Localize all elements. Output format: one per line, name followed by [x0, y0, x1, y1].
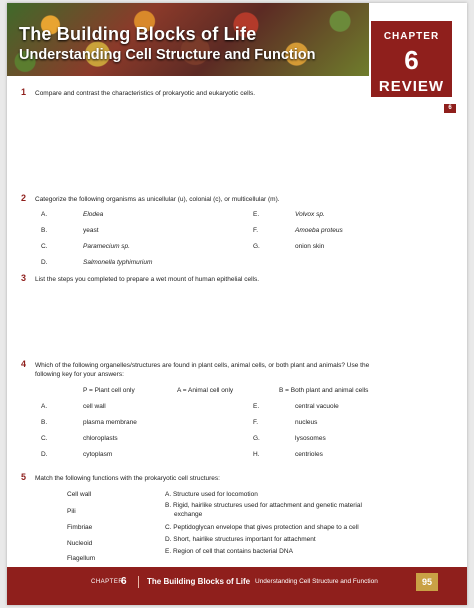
- q2-item-letter: E.: [253, 211, 260, 218]
- q1-text: Compare and contrast the characteristics of prokaryotic and eukaryotic cells.: [35, 90, 256, 97]
- q4-item-letter: H.: [253, 451, 260, 458]
- q2-item-name: yeast: [83, 227, 99, 234]
- q5-structure: Flagellum: [67, 555, 96, 562]
- q4-item-letter: E.: [253, 403, 260, 410]
- q4-key-plant: P = Plant cell only: [83, 387, 135, 394]
- q5-function: B. Rigid, hairlike structures used for attachment and genetic material: [165, 502, 362, 509]
- q4-text-line1: Which of the following organelles/structures are found in plant cells, animal cells, or both plant and animals? Use the: [35, 362, 370, 369]
- q4-item-name: nucleus: [295, 419, 318, 426]
- q4-item-name: centrioles: [295, 451, 323, 458]
- q5-structure: Pili: [67, 508, 76, 515]
- q5-function: C. Peptidoglycan envelope that gives protection and shape to a cell: [165, 524, 359, 531]
- q2-item-name: Paramecium sp.: [83, 243, 130, 250]
- page-footer: [7, 567, 467, 605]
- q4-item-name: cytoplasm: [83, 451, 113, 458]
- q4-item-letter: D.: [41, 451, 48, 458]
- review-label: REVIEW: [378, 78, 445, 95]
- q2-item-name: Elodea: [83, 211, 104, 218]
- q4-item-name: plasma membrane: [83, 419, 137, 426]
- q5-structure: Cell wall: [67, 491, 92, 498]
- footer-chapter-label: CHAPTER: [91, 579, 124, 585]
- chapter-label: CHAPTER: [383, 31, 440, 42]
- q2-text: Categorize the following organisms as unicellular (u), colonial (c), or multicellular (m).: [35, 196, 280, 203]
- q2-item-letter: C.: [41, 243, 48, 250]
- q2-item-letter: D.: [41, 259, 48, 266]
- footer-subtitle: Understanding Cell Structure and Function: [255, 578, 378, 585]
- q2-item-letter: B.: [41, 227, 48, 234]
- q2-item-name: Volvox sp.: [295, 211, 325, 218]
- chapter-number: 6: [404, 45, 419, 75]
- page-number: 95: [416, 573, 438, 591]
- q4-text-line2: following key for your answers:: [35, 371, 124, 378]
- q4-item-name: cell wall: [83, 403, 106, 410]
- footer-title: The Building Blocks of Life: [147, 577, 251, 586]
- q3-number: 3: [21, 273, 27, 283]
- header-banner: [7, 3, 369, 76]
- footer-chapter-number: 6: [121, 576, 127, 587]
- q5-structure: Nucleoid: [67, 540, 93, 547]
- q5-function: D. Short, hairlike structures important for attachment: [165, 536, 316, 543]
- q2-number: 2: [21, 193, 27, 203]
- q5-number: 5: [21, 472, 27, 482]
- side-tab: 6: [444, 104, 456, 113]
- q2-item-letter: G.: [253, 243, 260, 250]
- q4-item-name: chloroplasts: [83, 435, 118, 442]
- q2-item-letter: F.: [253, 227, 259, 234]
- q4-item-name: central vacuole: [295, 403, 339, 410]
- worksheet-page: [7, 3, 467, 605]
- q4-item-letter: C.: [41, 435, 48, 442]
- chapter-badge: [371, 21, 452, 97]
- q2-item-name: onion skin: [295, 243, 325, 250]
- page-subtitle: Understanding Cell Structure and Function: [19, 47, 316, 63]
- q4-number: 4: [21, 359, 27, 369]
- q5-function: A. Structure used for locomotion: [165, 491, 258, 498]
- page-title: The Building Blocks of Life: [19, 24, 257, 44]
- q4-item-letter: B.: [41, 419, 48, 426]
- q5-function: exchange: [174, 511, 203, 518]
- q2-item-name: Amoeba proteus: [295, 227, 343, 234]
- q3-text: List the steps you completed to prepare a wet mount of human epithelial cells.: [35, 276, 260, 283]
- q5-text: Match the following functions with the prokaryotic cell structures:: [35, 475, 220, 482]
- q4-item-letter: F.: [253, 419, 259, 426]
- q4-item-letter: A.: [41, 403, 48, 410]
- q4-key-animal: A = Animal cell only: [177, 387, 234, 394]
- footer-divider: [138, 576, 139, 588]
- q5-structure: Fimbriae: [67, 524, 93, 531]
- q5-function: E. Region of cell that contains bacterial DNA: [165, 548, 293, 555]
- q2-item-letter: A.: [41, 211, 48, 218]
- q4-item-letter: G.: [253, 435, 260, 442]
- q4-item-name: lysosomes: [295, 435, 326, 442]
- q2-item-name: Salmonella typhimurium: [83, 259, 153, 266]
- q1-number: 1: [21, 87, 27, 97]
- q4-key-both: B = Both plant and animal cells: [279, 387, 369, 394]
